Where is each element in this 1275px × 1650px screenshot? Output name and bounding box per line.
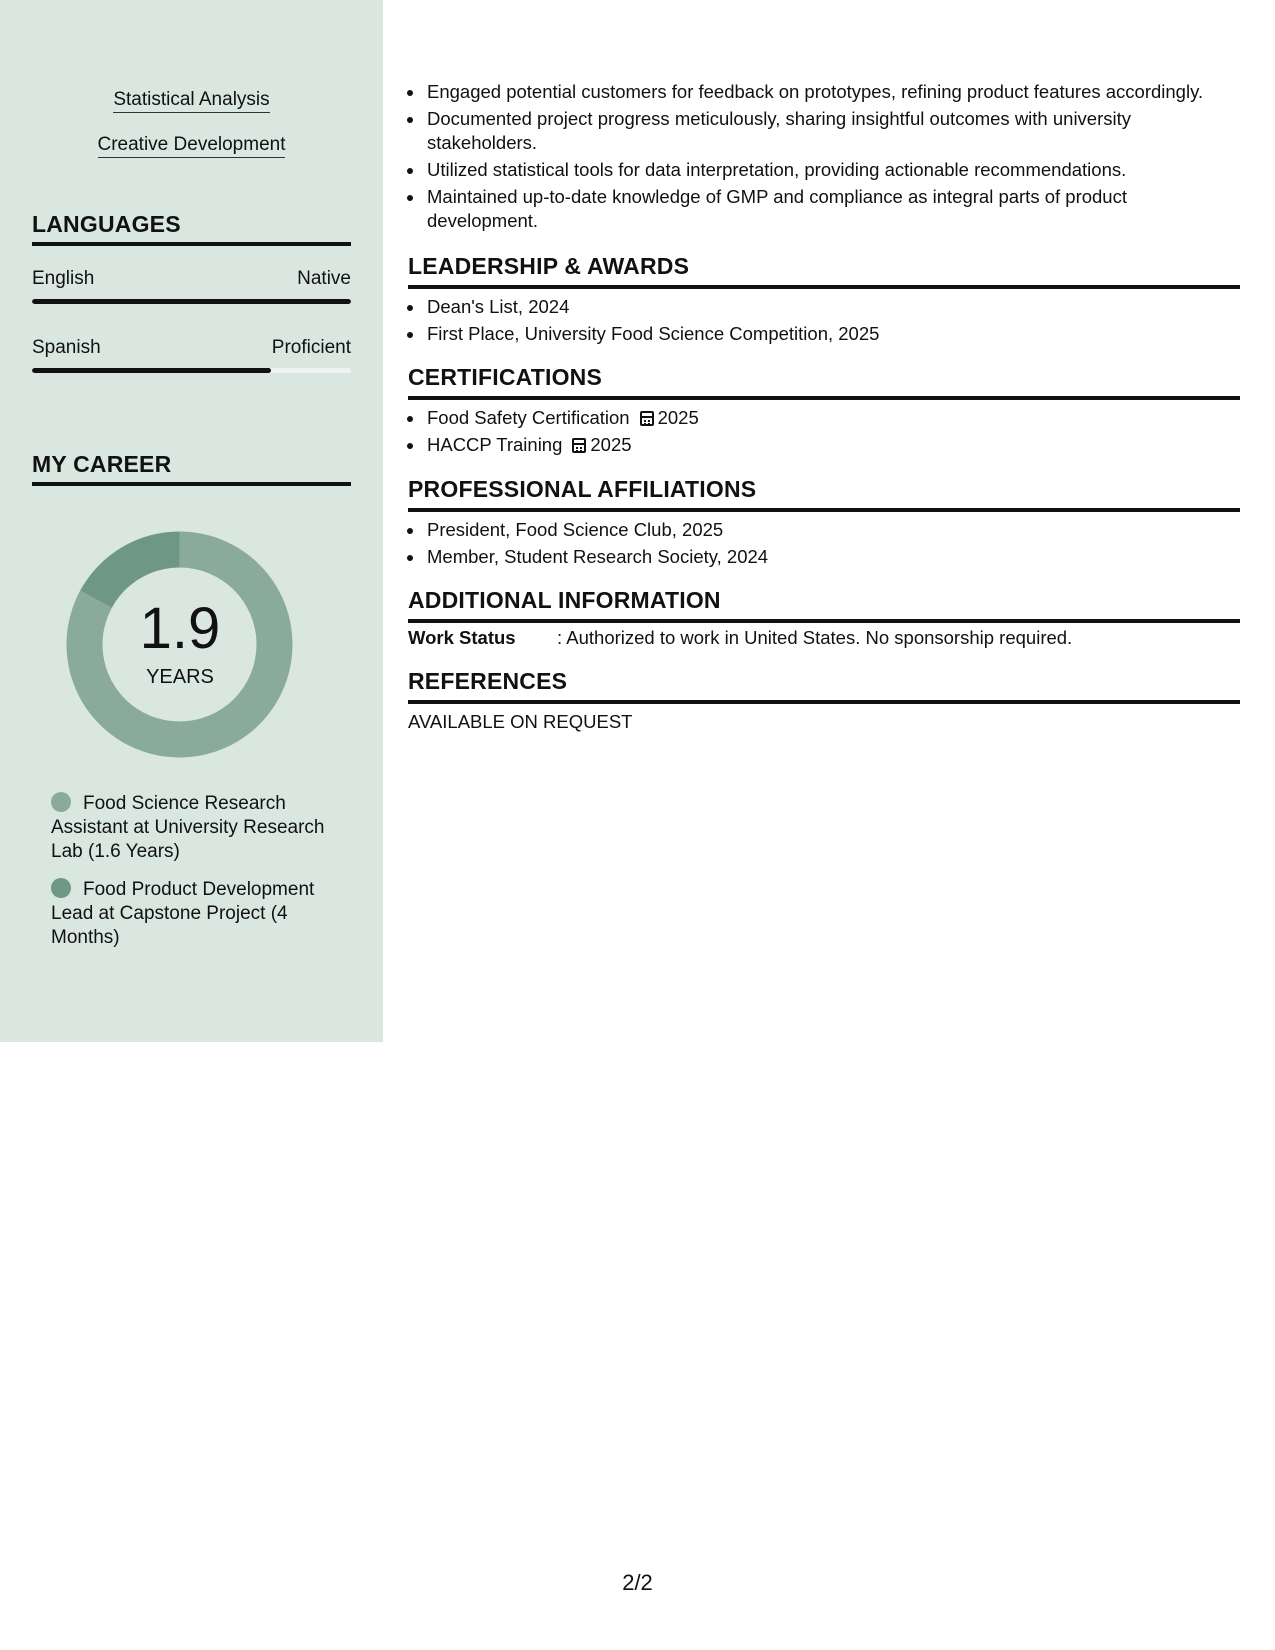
legend-dot [51,792,71,812]
skill-item: Statistical Analysis [0,89,383,111]
language-row [32,268,351,290]
language-bar-fill [32,368,271,373]
affiliations-heading: PROFESSIONAL AFFILIATIONS [408,476,1240,512]
affiliation-item: Member, Student Research Society, 2024 [427,545,1227,569]
language-bar-fill [32,299,351,304]
language-level: Native [297,268,351,289]
career-legend-item: Food Science Research Assistant at University Research Lab (1.6 Years) [51,793,325,862]
leadership-heading: LEADERSHIP & AWARDS [408,253,1240,289]
work-status-value: : Authorized to work in United States. No sponsorship required. [557,627,1073,648]
leadership-item: First Place, University Food Science Competition, 2025 [427,322,1227,346]
language-level: Proficient [271,337,351,358]
language-row [32,337,351,359]
experience-bullet: Documented project progress meticulously, sharing insightful outcomes with university stakeholders. [427,107,1227,155]
career-legend-item: Food Product Development Lead at Capstone Project (4 Months) [51,879,315,948]
leadership-item: Dean's List, 2024 [427,295,1227,319]
calendar-icon [640,411,654,426]
career-heading: MY CAREER [32,451,351,486]
experience-bullet: Engaged potential customers for feedback on prototypes, refining product features accordingly. [427,80,1227,104]
certifications-heading: CERTIFICATIONS [408,364,1240,400]
affiliation-item: President, Food Science Club, 2025 [427,518,1227,542]
certification-item: HACCP Training 2025 [427,433,1227,457]
languages-heading: LANGUAGES [32,211,351,246]
language-name: English [32,268,95,289]
experience-bullet: Utilized statistical tools for data interpretation, providing actionable recommendations. [427,158,1227,182]
references-text: AVAILABLE ON REQUEST [408,711,633,732]
skill-item: Creative Development [0,134,383,156]
page-number: 2/2 [622,1570,653,1595]
career-unit: YEARS [146,666,214,688]
calendar-icon [572,438,586,453]
language-bar [32,368,351,373]
additional-info-heading: ADDITIONAL INFORMATION [408,587,1240,623]
experience-bullet: Maintained up-to-date knowledge of GMP and compliance as integral parts of product development. [427,185,1227,233]
language-bar [32,299,351,304]
language-name: Spanish [32,337,101,358]
legend-dot [51,878,71,898]
references-heading: REFERENCES [408,668,1240,704]
certification-item: Food Safety Certification 2025 [427,406,1227,430]
work-status-label: Work Status [408,627,516,648]
career-total: 1.9 [139,596,221,661]
